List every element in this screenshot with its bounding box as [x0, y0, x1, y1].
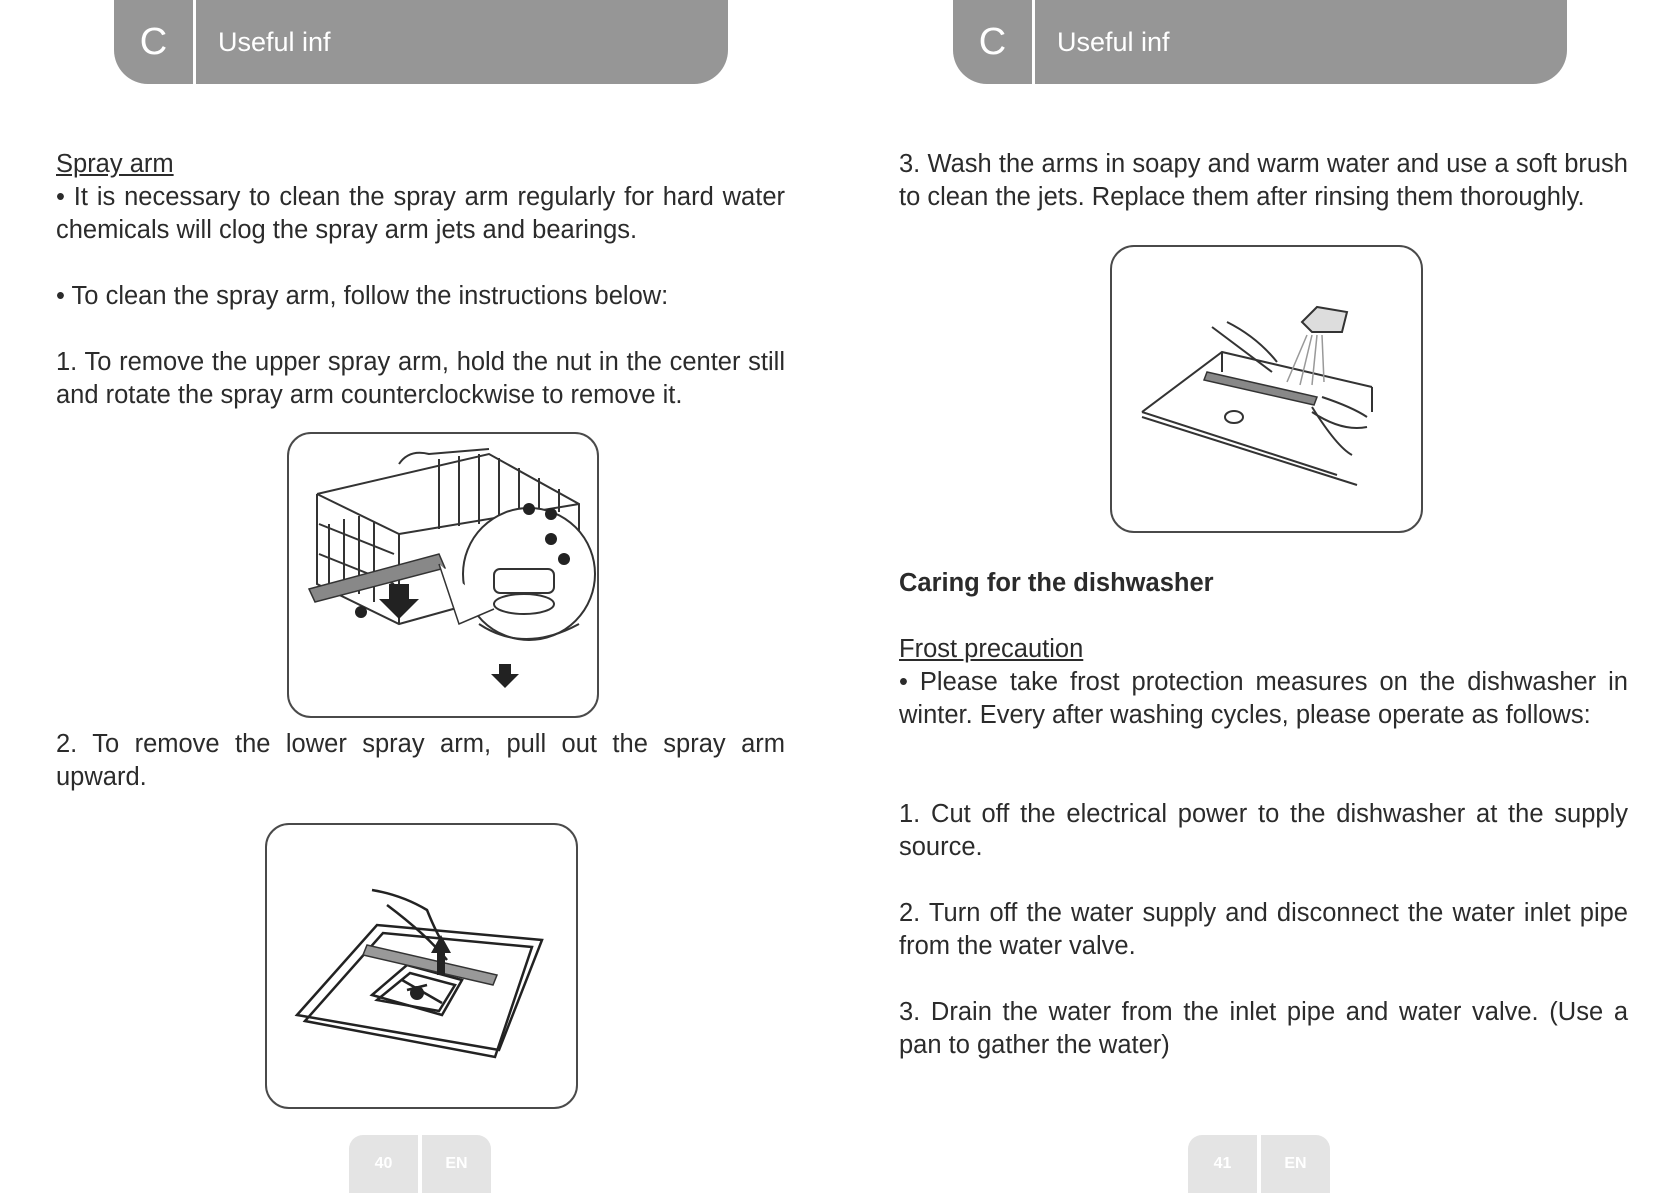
- language-label: EN: [422, 1135, 491, 1193]
- frost-step-2: 2. Turn off the water supply and disconnect the water inlet pipe from the water valve.: [899, 899, 1628, 960]
- lower-spray-arm-illustration: [265, 823, 578, 1109]
- chapter-letter: C: [978, 21, 1007, 63]
- chapter-title: Useful inf: [218, 27, 331, 57]
- bullet-clean-regularly: • It is necessary to clean the spray arm regularly for hard water chemicals will clog the spray arm jets and bearings.: [56, 183, 785, 244]
- language-label: EN: [1261, 1135, 1330, 1193]
- caring-section: [899, 567, 1628, 600]
- right-page: [839, 0, 1678, 1191]
- step-3-block: [899, 148, 1628, 214]
- frost-step-1: 1. Cut off the electrical power to the dishwasher at the supply source.: [899, 800, 1628, 861]
- frost-title: Frost precaution: [899, 635, 1084, 663]
- bullet-follow-instructions: • To clean the spray arm, follow the instructions below:: [56, 282, 669, 310]
- frost-step-3: 3. Drain the water from the inlet pipe and water valve. (Use a pan to gather the water): [899, 998, 1628, 1059]
- step-3-text: 3. Wash the arms in soapy and warm water and use a soft brush to clean the jets. Replace them after rinsing them thoroughly.: [899, 150, 1628, 211]
- left-page: [0, 0, 839, 1191]
- page-footer: [349, 1135, 492, 1191]
- frost-step-1-block: [899, 798, 1628, 864]
- page-footer: [1188, 1135, 1331, 1191]
- section-header-tab: [114, 0, 728, 84]
- lower-tub-drawing: [267, 825, 576, 1107]
- upper-spray-arm-illustration: [287, 432, 599, 718]
- tab-divider: [1032, 0, 1035, 84]
- frost-step-2-block: [899, 897, 1628, 963]
- frost-bullet: • Please take frost protection measures on the dishwasher in winter. Every after washing cycles, please operate as follows:: [899, 668, 1628, 729]
- step-2-block: [56, 728, 785, 794]
- step-1-block: [56, 346, 785, 412]
- page-number: 40: [349, 1135, 418, 1193]
- spray-arm-intro: [56, 148, 785, 247]
- upper-basket-drawing: [289, 434, 597, 716]
- wash-arm-illustration: [1110, 245, 1423, 533]
- frost-step-3-block: [899, 996, 1628, 1062]
- step-2-text: 2. To remove the lower spray arm, pull out the spray arm upward.: [56, 730, 785, 791]
- step-1-text: 1. To remove the upper spray arm, hold the nut in the center still and rotate the spray arm counterclockwise to remove it.: [56, 348, 785, 409]
- caring-title: Caring for the dishwasher: [899, 569, 1214, 597]
- section-header-tab: [953, 0, 1567, 84]
- bullet-follow-instructions-block: [56, 280, 785, 313]
- chapter-letter: C: [139, 21, 168, 63]
- frost-section: [899, 633, 1628, 732]
- washing-in-sink-drawing: [1112, 247, 1421, 531]
- tab-divider: [193, 0, 196, 84]
- chapter-title: Useful inf: [1057, 27, 1170, 57]
- page-number: 41: [1188, 1135, 1257, 1193]
- section-title: Spray arm: [56, 150, 174, 178]
